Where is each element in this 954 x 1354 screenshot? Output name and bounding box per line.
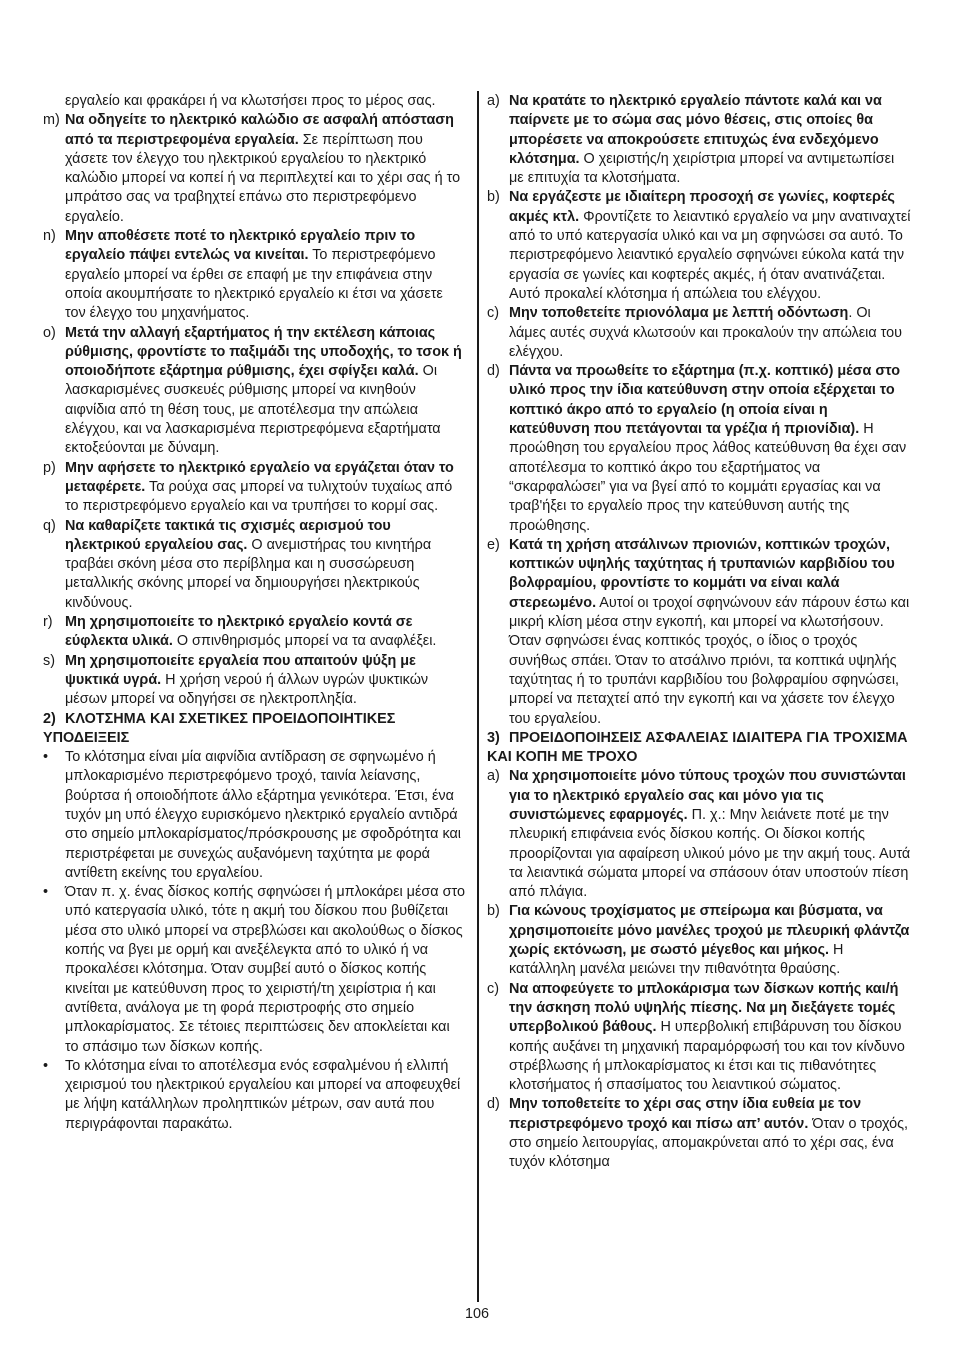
- item-label: c): [487, 980, 499, 997]
- item-text: [509, 92, 911, 188]
- right-item-list-2: [487, 767, 911, 1172]
- section-number: 2): [43, 710, 56, 727]
- item-text: [65, 459, 467, 517]
- list-item: [487, 536, 911, 729]
- item-label: e): [487, 536, 500, 553]
- item-text: [509, 767, 911, 902]
- bullet-text: Το κλότσημα είναι μία αιφνίδια αντίδραση σε σφηνωμένο ή μπλοκαρισμένο περιστρεφόμενο τροχό, ταινία λείανσης, βούρτσα ή οποιοδήποτε άλλο εξάρτημα γενικότερα. Έτσι, ένα τυχόν μη υπό έλεγχο ευρισκόμενο ηλεκτρικό εργαλείο αντιδρά στο σημείο μπλοκαρίσματος/πρόσκρουσης με σφοδρότητα και περιστρέφεται με συνεχώς αυξανόμενη ταχύτητα με φορά αντίθετη εκείνης του εργαλείου.: [65, 749, 462, 881]
- item-bold-text: Μη χρησιμοποιείτε το ηλεκτρικό εργαλείο κοντά σε εύφλεκτα υλικά.: [65, 614, 413, 650]
- page-number: 106: [464, 1306, 489, 1322]
- item-plain-text: Π. χ.: Μην λειάνετε ποτέ με την πλευρική επιφάνεια ενός δίσκου κοπής. Οι δίσκοι κοπής προορίζονται για αφαίρεση υλικού μόνο με την ακμή τους. Αυτά τα λειαντικά σώματα μπορεί να σπάσουν όταν υποστούν πίεση από πλάγια.: [509, 806, 911, 901]
- item-plain-text: Η χρήση νερού ή άλλων υγρών ψυκτικών μέσων μπορεί να οδηγήσει σε ηλεκτροπληξία.: [65, 671, 429, 708]
- item-text: [65, 324, 467, 459]
- item-plain-text: Η υπερβολική επιβάρυνση του δίσκου κοπής αυξάνει τη μηχανική παραμόρφωσή του και τον κίνδυνο στρέβλωσης ή μπλοκαρίσματος κι έτσι και τις πιθανότητες κλοτσήματος ή σπασίματος του λειαντικού σώματος.: [509, 1019, 905, 1094]
- item-plain-text: Όταν ο τροχός, στο σημείο λειτουργίας, απομακρύνεται από το χέρι σας, ένα τυχόν κλότσημα: [509, 1115, 909, 1171]
- list-item: [43, 613, 467, 652]
- item-plain-text: Ο χειριστής/η χειρίστρια μπορεί να αντιμετωπίσει με επιτυχία τα κλοτσήματα.: [509, 150, 895, 187]
- item-text: [509, 980, 911, 1096]
- item-text: [509, 362, 911, 536]
- item-label: m): [43, 112, 60, 129]
- list-item: [43, 324, 467, 459]
- item-bold-text: Κατά τη χρήση ατσάλινων πριονιών, κοπτικών τροχών, κοπτικών υψηλής ταχύτητας ή τρυπανιών καρβιδίου του βολφραμίου, φροντίστε το κομμάτι να είναι καλά στερεωμένο.: [509, 536, 895, 611]
- item-bold-text: Να αποφεύγετε το μπλοκάρισμα των δίσκων κοπής και/ή την άσκηση πολύ υψηλής πίεσης. Να μη διεξάγετε τομές υπερβολικού βάθους.: [509, 980, 899, 1036]
- item-text: [65, 613, 467, 652]
- list-item: [43, 227, 467, 323]
- item-label: c): [487, 305, 499, 322]
- item-text: [65, 227, 467, 323]
- item-bold-text: Πάντα να προωθείτε το εξάρτημα (π.χ. κοπτικό) μέσα στο υλικό προς την ίδια κατεύθυνση στην οποία εξέρχεται το κοπτικό άκρο από το εργαλείο (η οποία είναι η κατεύθυνση που πετάγονται τα γρέζια ή πριονίδια).: [509, 363, 900, 438]
- item-bold-text: Να χρησιμοποιείτε μόνο τύπους τροχών που συνιστώνται για το ηλεκτρικό εργαλείο σας και μόνο για τις συνιστώμενες εφαρμογές.: [509, 768, 906, 823]
- left-column: [43, 92, 467, 1134]
- list-item: [43, 517, 467, 613]
- item-plain-text: Αυτοί οι τροχοί σφηνώνουν εάν πάρουν έστω και μικρή κλίση μέσα στην εγκοπή, και μπορεί να κλωτσήσουν. Όταν σφηνώσει ένας κοπτικός τροχός, ο ίδιος ο τροχός συνήθως σπάει. Όταν το ατσάλινο πριόνι, τα κοπτικά υψηλής ταχύτητας ή το τρυπάνι καρβιδίου του βολφραμίου σφηνώσει, μπορεί να πεταχτεί από την εγκοπή και να χάσετε τον έλεγχο του εργαλείου.: [509, 594, 910, 727]
- item-bold-text: Μην αφήσετε το ηλεκτρικό εργαλείο να εργάζεται όταν το μεταφέρετε.: [65, 459, 454, 495]
- item-label: d): [487, 363, 500, 380]
- item-label: p): [43, 459, 56, 476]
- item-plain-text: Φροντίζετε το λειαντικό εργαλείο να μην ανατιναχτεί από το υπό κατεργασία υλικό και να μη σφηνώσει σα αυτό. Το περιστρεφόμενο λειαντικό εργαλείο σφηνώνει εύκολα κατά την εργασία σε γωνίες και κοφτερές ακμές, ή όταν ανατινάζεται. Αυτό προκαλεί κλότσημα ή απώλεια του ελέγχου.: [509, 208, 911, 302]
- section-heading-3: [487, 729, 911, 768]
- section-title: ΚΛΟΤΣΗΜΑ ΚΑΙ ΣΧΕΤΙΚΕΣ ΠΡΟΕΙΔΟΠΟΙΗΤΙΚΕΣ ΥΠΟΔΕΙΞΕΙΣ: [43, 710, 396, 746]
- list-item: [487, 92, 911, 188]
- list-item: [487, 902, 911, 979]
- list-item: [487, 767, 911, 902]
- column-divider: [477, 91, 479, 1302]
- section-number: 3): [487, 729, 500, 746]
- item-label: b): [487, 903, 500, 920]
- item-label: o): [43, 324, 56, 341]
- item-plain-text: . Οι λάμες αυτές συχνά κλωτσούν και προκαλούν την απώλεια του ελέγχου.: [509, 305, 903, 360]
- list-item: [43, 652, 467, 710]
- list-item: [487, 1095, 911, 1172]
- item-text: [509, 1095, 911, 1172]
- item-bold-text: Μην τοποθετείτε πριονόλαμα με λεπτή οδόντωση: [509, 305, 849, 322]
- item-bold-text: Για κώνους τροχίσματος με σπείρωμα και βύσματα, να χρησιμοποιείτε μόνο μανέλες τροχού με πλευρική φλάντζα χωρίς εκτόνωση, με σωστό μέγεθος και μήκος.: [509, 903, 910, 959]
- item-text: [509, 188, 911, 304]
- item-bold-text: Να οδηγείτε το ηλεκτρικό καλώδιο σε ασφαλή απόσταση από τα περιστρεφομένα εργαλεία.: [65, 112, 454, 148]
- item-bold-text: Να εργάζεστε με ιδιαίτερη προσοχή σε γωνίες, κοφτερές ακμές κτλ.: [509, 189, 895, 225]
- item-plain-text: Ο ανεμιστήρας του κινητήρα τραβάει σκόνη μέσα στο περίβλημα και η συσσώρευση μεταλλικής σκόνης μπορεί να δημιουργήσει ηλεκτρικούς κινδύνους.: [65, 536, 432, 611]
- right-item-list: [487, 92, 911, 729]
- list-item: [487, 980, 911, 1096]
- item-label: r): [43, 614, 53, 631]
- item-plain-text: Η προώθηση του εργαλείου προς λάθος κατεύθυνση θα έχει σαν αποτέλεσμα το κοπτικό άκρο του εξαρτήματος να “σκαρφαλώσει” για να βγεί από το κομμάτι εργασίας και να τραβ'ήξει το εργαλείο προς την κατεύθυνση αυτής της προώθησης.: [509, 421, 907, 534]
- item-bold-text: Να κρατάτε το ηλεκτρικό εργαλείο πάντοτε καλά και να παίρνετε με το σώμα σας μόνο θέσεις, στις οποίες θα μπορέσετε να αποκρούσετε επιτυχώς ένα ενδεχόμενο κλότσημα.: [509, 93, 882, 167]
- item-bold-text: Μετά την αλλαγή εξαρτήματος ή την εκτέλεση κάποιας ρύθμισης, φροντίστε το παξιμάδι της υποδοχής, το τσοκ ή οποιοδήποτε εξάρτημα ρύθμισης, έχει σφίγξει καλά.: [65, 324, 462, 380]
- left-item-list: [43, 111, 467, 709]
- section-title: ΠΡΟΕΙΔΟΠΟΙΗΣΕΙΣ ΑΣΦΑΛΕΙΑΣ ΙΔΙΑΙΤΕΡΑ ΓΙΑ ΤΡΟΧΙΣΜΑ ΚΑΙ ΚΟΠΗ ΜΕ ΤΡΟΧΟ: [487, 729, 908, 766]
- item-text: [65, 652, 467, 710]
- item-label: n): [43, 228, 56, 245]
- item-text: [65, 517, 467, 613]
- item-text: [509, 304, 911, 362]
- item-plain-text: Σε περίπτωση που χάσετε τον έλεγχο του ηλεκτρικού εργαλείου το ηλεκτρικό καλώδιο μπορεί να κοπεί ή να περιπλεχτεί και το χέρι σας ή το μπράτσο σας να τραβηχτεί επάνω στο περιστρεφόμενο εργαλείο.: [65, 131, 461, 225]
- item-text: [65, 111, 467, 227]
- item-text: [509, 902, 911, 979]
- item-label: a): [487, 93, 500, 109]
- list-item: [43, 459, 467, 517]
- item-label: a): [487, 768, 500, 785]
- item-text: [509, 536, 911, 729]
- bullet-icon: •: [43, 749, 49, 766]
- item-bold-text: Να καθαρίζετε τακτικά τις σχισμές αερισμού του ηλεκτρικού εργαλείου σας.: [65, 517, 391, 553]
- item-plain-text: Τα ρούχα σας μπορεί να τυλιχτούν τυχαίως από το περιστρεφόμενο εργαλείο και να τρυπήσει το κορμί σας.: [65, 478, 453, 515]
- item-plain-text: Η κατάλληλη μανέλα μειώνει την πιθανότητα θραύσης.: [509, 942, 844, 978]
- section-heading-2: [43, 710, 467, 749]
- list-item: [43, 111, 467, 227]
- list-item: [487, 362, 911, 536]
- item-plain-text: Οι λασκαρισμένες συσκευές ρύθμισης μπορεί να κινηθούν αιφνίδια από τη θέση τους, με αποτέλεσμα την απώλεια ελέγχου, και να λασκαρισμένα περιστρεφόμενα εξαρτήματα εκτοξεύονται με δύναμη.: [65, 363, 441, 457]
- bullet-item: [43, 748, 467, 883]
- continued-paragraph: εργαλείο και φρακάρει ή να κλωτσήσει προς το μέρος σας.: [65, 93, 436, 109]
- item-plain-text: Το περιστρεφόμενο εργαλείο μπορεί να έρθει σε επαφή με την επιφάνεια στην οποία ακουμπήσατε το ηλεκτρικό εργαλείο κι έτσι να χάσετε τον έλεγχο του μηχανήματος.: [65, 247, 443, 322]
- item-plain-text: Ο σπινθηρισμός μπορεί να τα αναφλέξει.: [172, 633, 437, 650]
- item-label: q): [43, 517, 56, 534]
- bullet-text: Το κλότσημα είναι το αποτέλεσμα ενός εσφαλμένου ή ελλιπή χειρισμού του ηλεκτρικού εργαλείου και μπορεί να αποφευχθεί με λήψη κατάλληλων προληπτικών μέτρων, σαν αυτά που περιγράφονται παρακάτω.: [65, 1057, 461, 1132]
- bullet-item: [43, 1057, 467, 1134]
- bullet-text: Όταν π. χ. ένας δίσκος κοπής σφηνώσει ή μπλοκάρει μέσα στο υπό κατεργασία υλικό, τότε η ακμή του δίσκου που βυθίζεται μέσα στο υλικό μπορεί να στρεβλώσει και ακολούθως ο δίσκος κοπής να βγει με ορμή και ανεξέλεγκτα από το υλικό ή να προκαλέσει κλότσημα. Όταν συμβεί αυτό ο δίσκος κοπής κινείται με κατεύθυνση προς το χειριστή/τη χειρίστρια ή και αντίθετα, ανάλογα με τη φορά περιστροφής στο σημείο μπλοκαρίσματος. Σε τέτοιες περιπτώσεις δεν αποκλείεται και το σπάσιμο των δίσκων κοπής.: [65, 884, 465, 1055]
- item-bold-text: Μην τοποθετείτε το χέρι σας στην ίδια ευθεία με τον περιστρεφόμενο τροχό και πίσω απ’ αυτόν.: [509, 1096, 862, 1132]
- item-label: b): [487, 189, 500, 206]
- bullet-icon: •: [43, 884, 49, 901]
- list-item: [487, 304, 911, 362]
- bullet-icon: •: [43, 1057, 49, 1074]
- item-bold-text: Μην αποθέσετε ποτέ το ηλεκτρικό εργαλείο πριν το εργαλείο πάψει εντελώς να κινείται.: [65, 228, 416, 264]
- right-column: [487, 92, 911, 1173]
- item-label: s): [43, 652, 55, 669]
- bullet-item: [43, 883, 467, 1057]
- bullet-list: [43, 748, 467, 1134]
- list-item: [487, 188, 911, 304]
- item-bold-text: Μη χρησιμοποιείτε εργαλεία που απαιτούν ψύξη με ψυκτικά υγρά.: [65, 652, 416, 688]
- item-label: d): [487, 1096, 500, 1113]
